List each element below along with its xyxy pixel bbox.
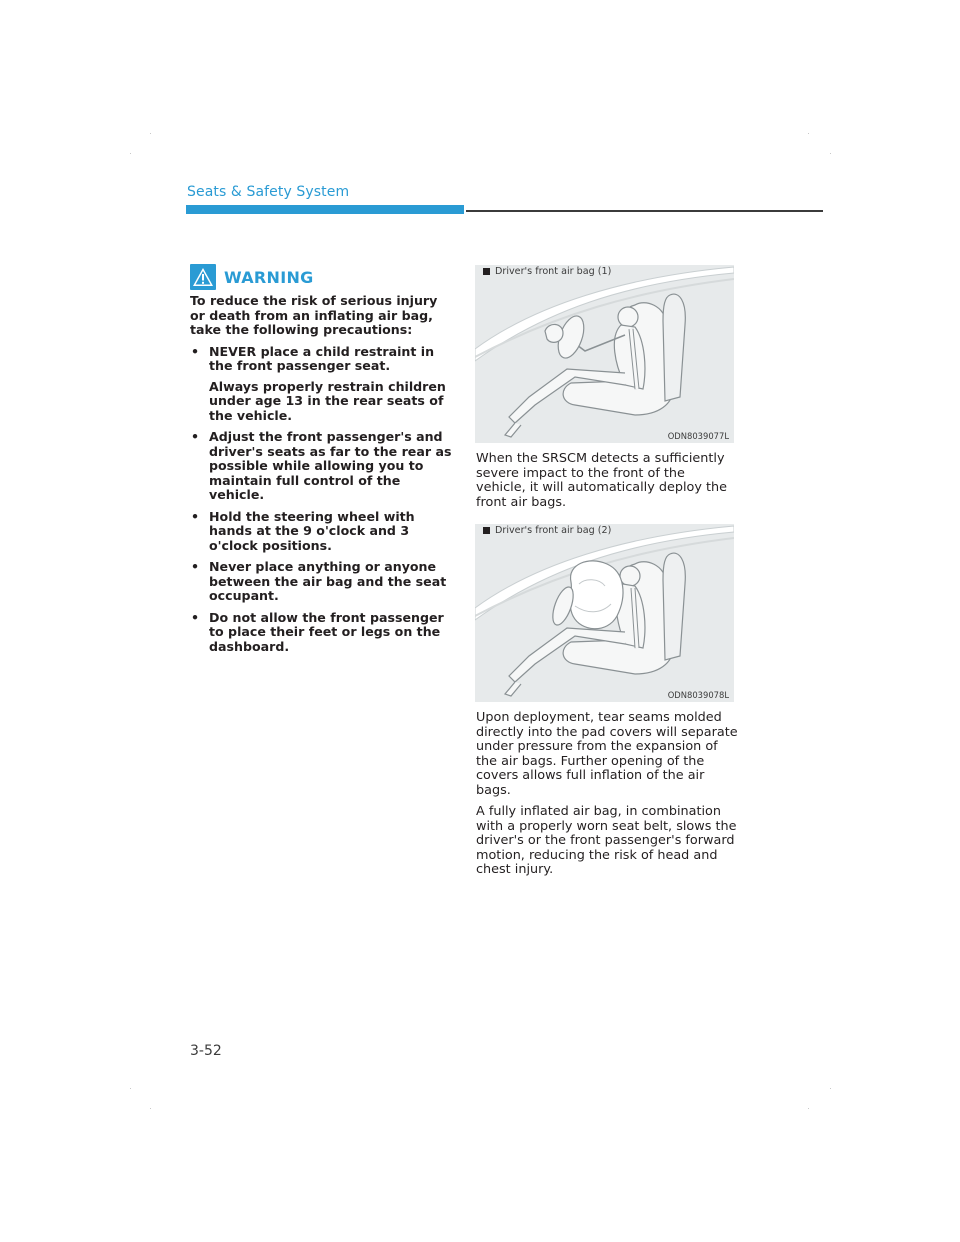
page-number: 3-52 [190, 1043, 222, 1059]
warning-box [190, 264, 452, 661]
crop-mark [808, 133, 809, 134]
bullet-icon: • [191, 559, 200, 574]
warning-item-text: Do not allow the front passenger to place their feet or legs on the dashboard. [209, 609, 444, 654]
figure-caption [483, 525, 614, 536]
square-bullet-icon [483, 527, 490, 534]
bullet-icon: • [191, 609, 200, 625]
warning-item-subtext: Always properly restrain children under age 13 in the rear seats of the vehicle. [209, 378, 446, 423]
warning-item-text: Adjust the front passenger's and driver's seats as far to the rear as possible while allowing you to maintain full control of the vehicle. [209, 429, 452, 502]
body-text-block [476, 452, 738, 510]
figure-caption [483, 266, 614, 277]
warning-item [190, 430, 452, 503]
bullet-icon: • [191, 429, 200, 444]
crop-mark [150, 1108, 151, 1109]
warning-item [190, 510, 452, 554]
crop-mark [130, 1088, 131, 1089]
figure-code: ODN8039077L [667, 431, 729, 441]
warning-item [190, 611, 452, 655]
paragraph: When the SRSCM detects a sufficiently severe impact to the front of the vehicle, it will automatically deploy the front air bags. [476, 451, 728, 510]
figure-airbag-2 [475, 524, 734, 702]
bullet-icon: • [191, 508, 200, 524]
figure-airbag-1 [475, 265, 734, 443]
warning-item-text: Hold the steering wheel with hands at the 9 o'clock and 3 o'clock positions. [209, 508, 415, 553]
body-text-block [476, 711, 738, 878]
warning-item [190, 560, 452, 604]
warning-item [190, 345, 452, 424]
header-accent-bar [186, 205, 464, 214]
section-title: Seats & Safety System [187, 184, 350, 200]
crop-mark [830, 153, 831, 154]
crop-mark [150, 133, 151, 134]
crop-mark [808, 1108, 809, 1109]
crop-mark [830, 1088, 831, 1089]
figure-caption-text: Driver's front air bag (1) [495, 266, 612, 277]
airbag-deployed-illustration [475, 524, 734, 702]
warning-list [190, 345, 452, 655]
square-bullet-icon [483, 268, 490, 275]
warning-header [190, 264, 452, 290]
figure-code: ODN8039078L [667, 690, 729, 700]
crop-mark [130, 153, 131, 154]
warning-item-text: Never place anything or anyone between the air bag and the seat occupant. [209, 559, 447, 603]
header-rule [466, 210, 823, 212]
airbag-illustration [475, 265, 734, 443]
warning-title: WARNING [224, 267, 314, 287]
paragraph: A fully inflated air bag, in combination with a properly worn seat belt, slows the driver's or the front passenger's forward motion, reducing the risk of head and chest injury. [476, 804, 737, 877]
paragraph: Upon deployment, tear seams molded directly into the pad covers will separate under pressure from the expansion of the air bags. Further opening of the covers allows full inflation of the air bags. [476, 710, 738, 798]
warning-item-text: NEVER place a child restraint in the front passenger seat. [209, 343, 435, 373]
bullet-icon: • [191, 343, 200, 359]
figure-caption-text: Driver's front air bag (2) [495, 525, 612, 536]
warning-triangle-icon [190, 264, 216, 290]
warning-intro: To reduce the risk of serious injury or death from an inflating air bag, take the following precautions: [190, 293, 438, 337]
